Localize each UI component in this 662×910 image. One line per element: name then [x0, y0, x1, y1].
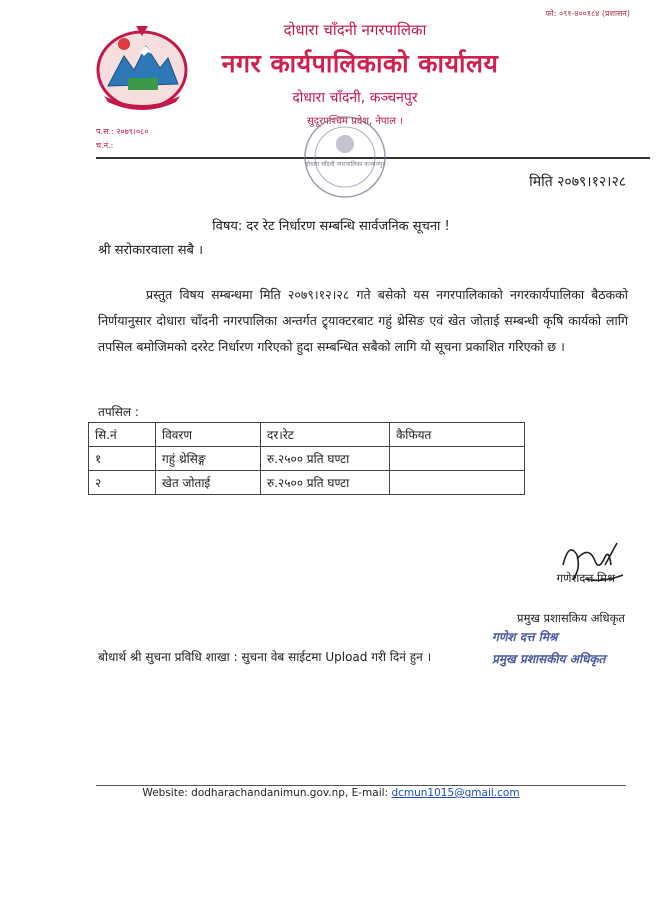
table-header: विवरण	[156, 423, 261, 447]
letter-date: मिति २०७९।१२।२८	[529, 174, 626, 190]
schedule-label: तपसिल :	[98, 405, 139, 419]
table-row	[89, 447, 525, 471]
table-header-row	[89, 423, 525, 447]
table-header: कैफियत	[390, 423, 525, 447]
table-row	[89, 471, 525, 495]
table-cell	[390, 447, 525, 471]
table-cell: गहुं थ्रेसिङ्ग	[156, 447, 261, 471]
cc-note: बोधार्थ श्री सुचना प्रविधि शाखा : सुचना वेब साईटमा Upload गरी दिनं हुन ।	[98, 650, 432, 664]
table-header: दर।रेट	[261, 423, 390, 447]
table-cell: खेत जोताई	[156, 471, 261, 495]
footer	[0, 787, 662, 799]
office-phone: फो: ०९१-४००१८४ (प्रशासन)	[545, 9, 630, 18]
reference-number: प.स.: २०७९।०८०	[96, 127, 149, 136]
signatory-name: गणेशदत्त मिश्र	[556, 571, 615, 585]
salutation: श्री सरोकारवाला सबै ।	[98, 243, 204, 258]
seal-text: दोधारा चाँदनी नगरपालिका कञ्चनपुर	[305, 161, 385, 168]
table-cell	[390, 471, 525, 495]
footer-divider	[96, 785, 626, 786]
province-line: सुदूरपश्चिम प्रदेश, नेपाल ।	[307, 116, 403, 127]
municipality-name: दोधारा चाँदनी नगरपालिका	[283, 21, 427, 39]
body-paragraph: प्रस्तुत विषय सम्बन्धमा मिति २०७९।१२।२८ गते बसेको यस नगरपालिकाको नगरकार्यपालिका बैठकको निर्णयानुसार दोधारा चाँदनी नगरपालिका अन्तर्गत ट्र्याक्टरबाट गहुं थ्रेसिङ एवं खेत जोताई सम्बन्धी कृषि कार्यको लागि तपसिल बमोजिमको दररेट निर्धारण गरिएको हुदा सम्बन्धित सबैको लागि यो सूचना प्रकाशित गरिएको छ ।	[98, 287, 628, 354]
dispatch-number: च.नं.:	[96, 141, 114, 150]
stamp-designation: प्रमुख प्रशासकीय अधिकृत	[492, 652, 606, 666]
footer-website: Website: dodharachandanimun.gov.np, E-mail:	[142, 787, 389, 799]
office-title: नगर कार्यपालिकाको कार्यालय	[221, 49, 499, 78]
rate-table	[88, 422, 525, 495]
footer-email-link[interactable]: dcmun1015@gmail.com	[391, 787, 520, 799]
letter-subject: विषय: दर रेट निर्धारण सम्बन्धि सार्वजनिक सूचना !	[212, 219, 450, 234]
office-seal	[300, 112, 390, 202]
table-cell: रु.२५०० प्रति घण्टा	[261, 471, 390, 495]
stamp-name: गणेश दत्त मिश्र	[492, 630, 558, 644]
table-cell: १	[89, 447, 156, 471]
nepal-emblem-logo	[94, 22, 190, 114]
signatory-designation: प्रमुख प्रशासकिय अधिकृत	[517, 611, 625, 625]
table-cell: २	[89, 471, 156, 495]
table-header: सि.नं	[89, 423, 156, 447]
table-cell: रु.२५०० प्रति घण्टा	[261, 447, 390, 471]
office-address: दोधारा चाँदनी, कञ्चनपुर	[292, 90, 418, 106]
